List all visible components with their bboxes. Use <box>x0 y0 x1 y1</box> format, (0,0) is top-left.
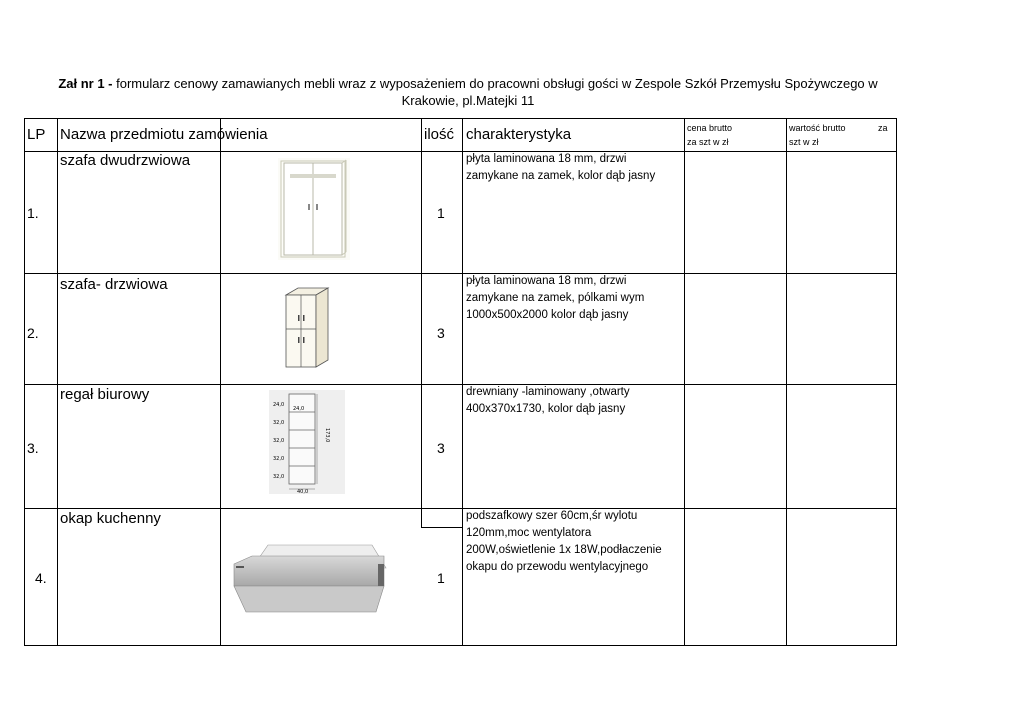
grid-line <box>421 118 422 528</box>
row-4-description: podszafkowy szer 60cm,śr wylotu 120mm,moc wentylatora 200W,oświetlenie 1x 18W,podłaczenie okapu do przewodu wentylacyjnego <box>466 510 662 573</box>
row-4-lp: 4. <box>35 570 47 586</box>
row-3-description: drewniany -laminowany ,otwarty 400x370x1730, kolor dąb jasny <box>466 386 630 415</box>
grid-line <box>24 118 897 119</box>
dim-shelf-1: 32,0 <box>273 420 285 426</box>
dim-width: 40,0 <box>297 489 309 494</box>
title-line-2: Krakowie, pl.Matejki 11 <box>401 93 535 108</box>
row-1-qty: 1 <box>437 205 445 221</box>
dim-height: 173,0 <box>324 428 330 443</box>
grid-line <box>896 118 897 646</box>
row-4-name: okap kuchenny <box>60 510 161 527</box>
header-name: Nazwa przedmiotu zamówienia <box>60 126 268 143</box>
dim-shelf-4: 32,0 <box>273 474 285 480</box>
header-unit-price-line2: za szt w zł <box>687 137 729 147</box>
row-2-name: szafa- drzwiowa <box>60 276 168 293</box>
wardrobe-image <box>278 158 350 260</box>
header-description: charakterystyka <box>466 126 572 143</box>
attachment-label: Zał nr 1 - <box>58 76 113 91</box>
grid-line <box>462 118 463 646</box>
header-total-value-za: za <box>878 123 888 133</box>
grid-line <box>24 118 25 646</box>
row-3-name: regał biurowy <box>60 386 150 403</box>
dim-shelf-2: 32,0 <box>273 438 285 444</box>
row-3-lp: 3. <box>27 440 39 456</box>
header-unit-price <box>687 121 732 149</box>
row-3-qty: 3 <box>437 440 445 456</box>
grid-line <box>24 508 897 509</box>
dim-top2: 24,0 <box>293 406 305 412</box>
bookshelf-image <box>269 390 345 494</box>
row-4-qty: 1 <box>437 570 445 586</box>
row-1-lp: 1. <box>27 205 39 221</box>
grid-line <box>24 384 897 385</box>
row-2-lp: 2. <box>27 325 39 341</box>
header-qty: ilość <box>424 126 455 143</box>
row-1-name: szafa dwudrzwiowa <box>60 152 191 169</box>
cooker-hood-image <box>232 542 392 614</box>
dim-top: 24,0 <box>273 402 285 408</box>
header-lp: LP <box>27 126 46 143</box>
grid-line <box>57 118 58 646</box>
row-1-description: płyta laminowana 18 mm, drzwi zamykane na zamek, kolor dąb jasny <box>466 153 656 182</box>
document-title <box>30 75 906 109</box>
grid-line <box>684 118 685 646</box>
header-unit-price-line1: cena brutto <box>687 123 733 133</box>
title-line-1: formularz cenowy zamawianych mebli wraz z wyposażeniem do pracowni obsługi gości w Zespole Szkół Przemysłu Spożywczego w <box>112 76 878 91</box>
grid-line <box>421 527 462 528</box>
row-2-qty: 3 <box>437 325 445 341</box>
row-2-description: płyta laminowana 18 mm, drzwi zamykane na zamek, pólkami wym 1000x500x2000 kolor dąb jasny <box>466 275 645 321</box>
grid-line <box>220 118 221 646</box>
cabinet-image <box>282 285 332 370</box>
dim-shelf-3: 32,0 <box>273 456 285 462</box>
header-total-value-line1: wartość brutto <box>789 123 846 133</box>
grid-line <box>24 273 897 274</box>
grid-line <box>786 118 787 646</box>
header-total-value <box>789 121 893 149</box>
header-total-value-line2: szt w zł <box>789 137 819 147</box>
grid-line <box>24 645 897 646</box>
